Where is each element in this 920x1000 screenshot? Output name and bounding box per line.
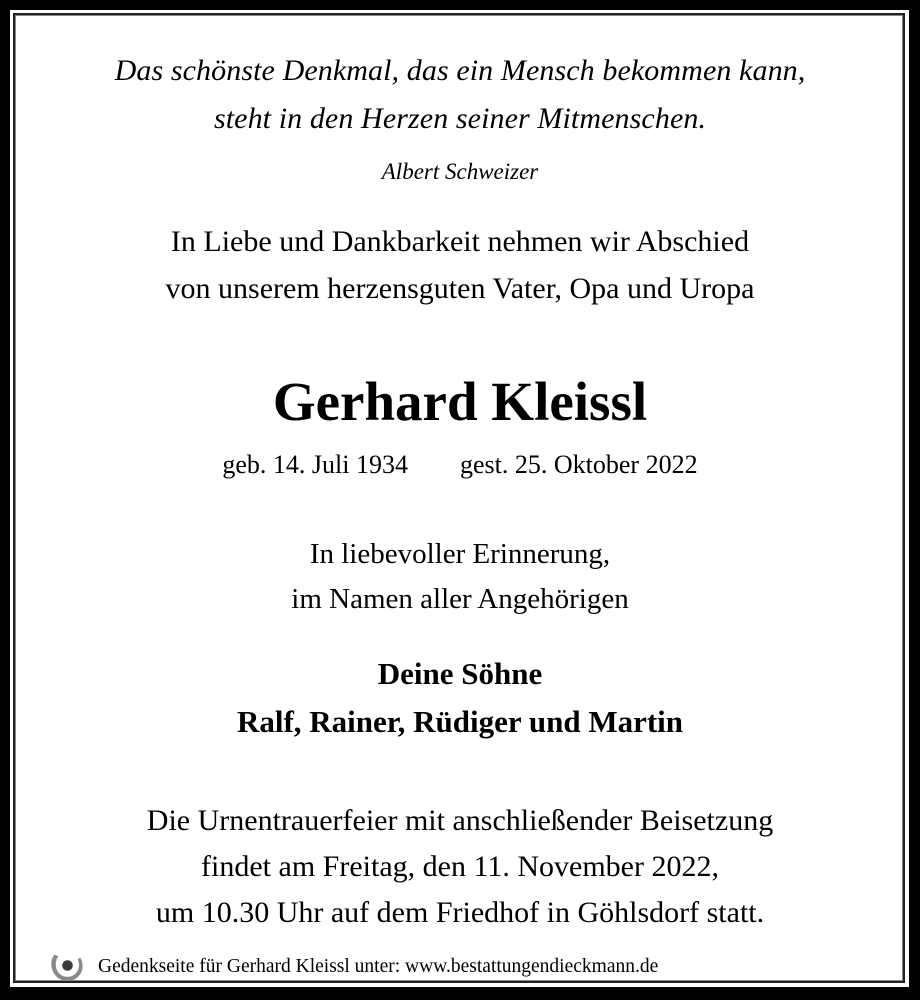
memorial-page-link-text: Gedenkseite für Gerhard Kleissl unter: www.bestattungendieckmann.de [98,956,659,977]
birth-date: geb. 14. Juli 1934 [222,450,408,479]
remembrance-line-1: In liebevoller Erinnerung, [309,538,611,570]
death-date: gest. 25. Oktober 2022 [460,450,698,479]
ceremony-line-1: Die Urnentrauerfeier mit anschließender Beisetzung [146,804,774,837]
ceremony-line-2: findet am Freitag, den 11. November 2022, [201,850,719,883]
mourners-title: Deine Söhne [377,656,543,691]
life-dates [0,452,920,478]
mourners-names: Ralf, Rainer, Rüdiger und Martin [236,704,684,739]
remembrance-line-2: im Namen aller Angehörigen [291,583,629,615]
intro-line-1: In Liebe und Dankbarkeit nehmen wir Abschied [170,225,750,258]
intro-line-2: von unserem herzensguten Vater, Opa und Uropa [165,272,755,305]
quote-line-2: steht in den Herzen seiner Mitmenschen. [213,102,707,135]
quote-author: Albert Schweizer [381,159,539,184]
quote-line-1: Das schönste Denkmal, das ein Mensch bekommen kann, [114,54,806,87]
ceremony-line-3: um 10.30 Uhr auf dem Friedhof in Göhlsdorf statt. [155,896,765,929]
memorial-page-footer [48,951,658,983]
memorial-logo-icon [48,951,86,983]
deceased-name: Gerhard Kleissl [272,371,648,432]
